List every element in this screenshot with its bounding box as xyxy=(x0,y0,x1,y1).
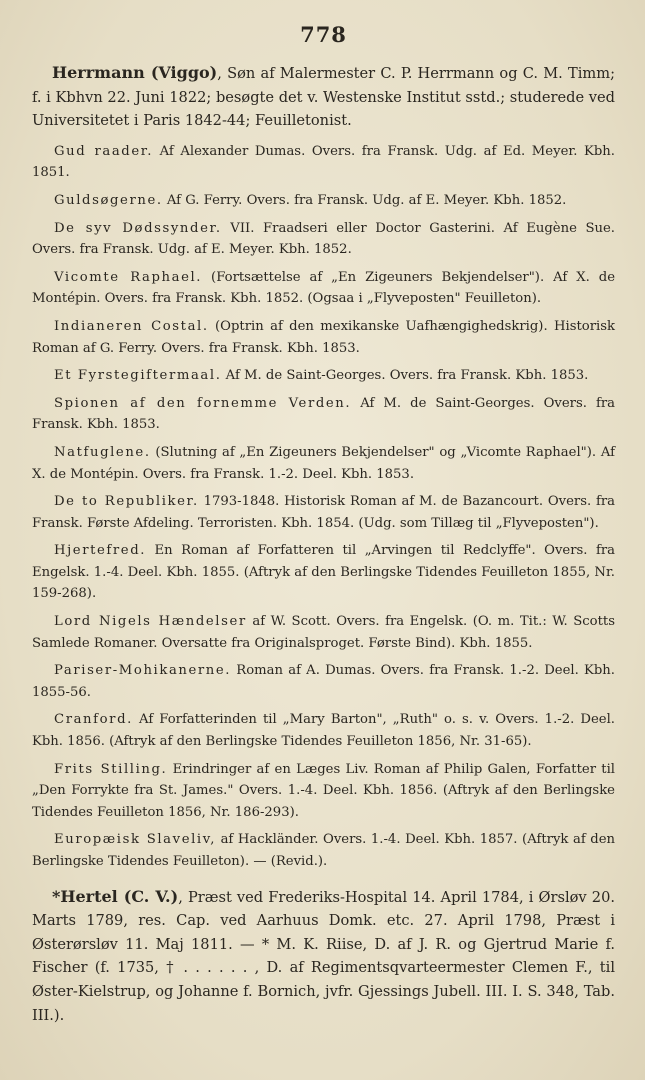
work-details: Af M. de Saint-Georges. Overs. fra Fransk. Kbh. 1853. xyxy=(32,395,615,433)
work-entry xyxy=(32,491,615,534)
work-details: En Roman af Forfatteren til „Arvingen til Redclyffe". Overs. fra Engelsk. 1.-4. Deel. Kbh. 1855. (Aftryk af den Berlingske Tidendes Feuilleton 1855, Nr. 159-268). xyxy=(32,543,615,602)
work-details: 1793-1848. Historisk Roman af M. de Bazancourt. Overs. fra Fransk. Første Afdeling. Terroristen. Kbh. 1854. (Udg. som Tillæg til „Flyveposten"). xyxy=(32,494,615,531)
work-entry xyxy=(32,190,615,212)
work-title: Hjertefred. xyxy=(54,543,147,559)
work-entry xyxy=(32,442,615,485)
work-title: Guldsøgerne. xyxy=(54,192,163,208)
work-details: Af G. Ferry. Overs. fra Fransk. Udg. af E. Meyer. Kbh. 1852. xyxy=(162,192,567,208)
work-entry xyxy=(32,709,615,752)
work-details: Af Alexander Dumas. Overs. fra Fransk. Udg. af Ed. Meyer. Kbh. 1851. xyxy=(32,143,615,181)
work-title: Natfuglene. xyxy=(54,444,151,460)
work-title: De to Republiker. xyxy=(54,494,199,510)
work-details: af W. Scott. Overs. fra Engelsk. (O. m. Tit.: W. Scotts Samlede Romaner. Oversatte fra Originalsproget. Første Bind). Kbh. 1855. xyxy=(32,614,615,651)
work-entry xyxy=(32,218,615,261)
work-title: Cranford. xyxy=(54,712,133,728)
work-details: (Fortsættelse af „En Zigeuners Bekjendelser"). Af X. de Montépin. Overs. fra Fransk. Kbh. 1852. (Ogsaa i „Flyveposten" Feuilleton). xyxy=(32,269,615,307)
work-title: Et Fyrstegiftermaal. xyxy=(54,368,222,384)
work-details: Af M. de Saint-Georges. Overs. fra Fransk. Kbh. 1853. xyxy=(221,368,589,384)
work-entry xyxy=(32,829,615,872)
work-title: Lord Nigels Hændelser xyxy=(54,614,247,630)
author-name: Herrmann (Viggo) xyxy=(52,63,218,82)
work-entry xyxy=(32,660,615,703)
page-number: 778 xyxy=(300,22,347,47)
work-title: Gud raader. xyxy=(54,143,153,159)
work-entry xyxy=(32,141,615,184)
author-bio: , Søn af Malermester C. P. Herrmann og C. M. Timm; f. i Kbhvn 22. Juni 1822; besøgte det v. Westenske Institut sstd.; studerede ved Universitetet i Paris 1842-44; Feuilletonist. xyxy=(32,65,616,130)
work-details: Erindringer af en Læges Liv. Roman af Philip Galen, Forfatter til „Den Forrykte fra St. James." Overs. 1.-4. Deel. Kbh. 1856. (Aftryk af den Berlingske Tidendes Feuilleton 1856, Nr. 186-293). xyxy=(32,761,616,820)
work-entry xyxy=(32,611,615,654)
work-details: VII. Fraadseri eller Doctor Gasterini. Af Eugène Sue. Overs. fra Fransk. Udg. af E. Meyer. Kbh. 1852. xyxy=(32,220,615,258)
author-name: *Hertel (C. V.) xyxy=(52,886,179,906)
work-title: Frits Stilling. xyxy=(54,761,168,777)
work-entry xyxy=(32,267,615,310)
work-title: Indianeren Costal. xyxy=(54,318,209,334)
work-details: Af Forfatterinden til „Mary Barton", „Ruth" o. s. v. Overs. 1.-2. Deel. Kbh. 1856. (Aftryk af den Berlingske Tidendes Feuilleton 1856, Nr. 31-65). xyxy=(32,712,615,750)
author-bio: , Præst ved Frederiks-Hospital 14. April 1784, i Ørsløv 20. Marts 1789, res. Cap. ved Aarhuus Domk. etc. 27. April 1798, Præst i Østerørsløv 11. Maj 1811. — * M. K. Riise, D. af J. R. og Gjertrud Marie f. Fischer (f. 1735, † . . . . . . , D. af Regimentsqvarteermester Clemen F., til Øster-Kielstrup, og Johanne f. Bornich, jvfr. Gjessings Jubell. III. I. S. 348, Tab. III.). xyxy=(32,888,615,1024)
work-details: (Optrin af den mexikanske Uafhængighedskrig). Historisk Roman af G. Ferry. Overs. fra Fransk. Kbh. 1853. xyxy=(32,318,615,356)
work-details: (Slutning af „En Zigeuners Bekjendelser" og „Vicomte Raphael"). Af X. de Montépin. Overs. fra Fransk. 1.-2. Deel. Kbh. 1853. xyxy=(32,444,615,482)
author-entry-herrmann xyxy=(32,61,615,133)
work-details: af Hackländer. Overs. 1.-4. Deel. Kbh. 1857. (Aftryk af den Berlingske Tidendes Feuilleton). — (Revid.). xyxy=(32,832,615,869)
work-entry xyxy=(32,759,615,824)
work-entry xyxy=(32,540,615,605)
work-entry xyxy=(32,393,615,436)
work-entry xyxy=(32,316,615,359)
work-entry xyxy=(32,365,615,387)
work-details: Roman af A. Dumas. Overs. fra Fransk. 1.-2. Deel. Kbh. 1855-56. xyxy=(32,663,615,700)
work-title: Vicomte Raphael. xyxy=(54,269,203,285)
author-entry-hertel xyxy=(32,885,615,1028)
work-title: Europæisk Slaveliv, xyxy=(54,832,217,848)
work-title: De syv Dødssynder. xyxy=(54,220,222,236)
work-title: Pariser-Mohikanerne. xyxy=(54,663,232,679)
work-title: Spionen af den fornemme Verden. xyxy=(54,395,352,411)
